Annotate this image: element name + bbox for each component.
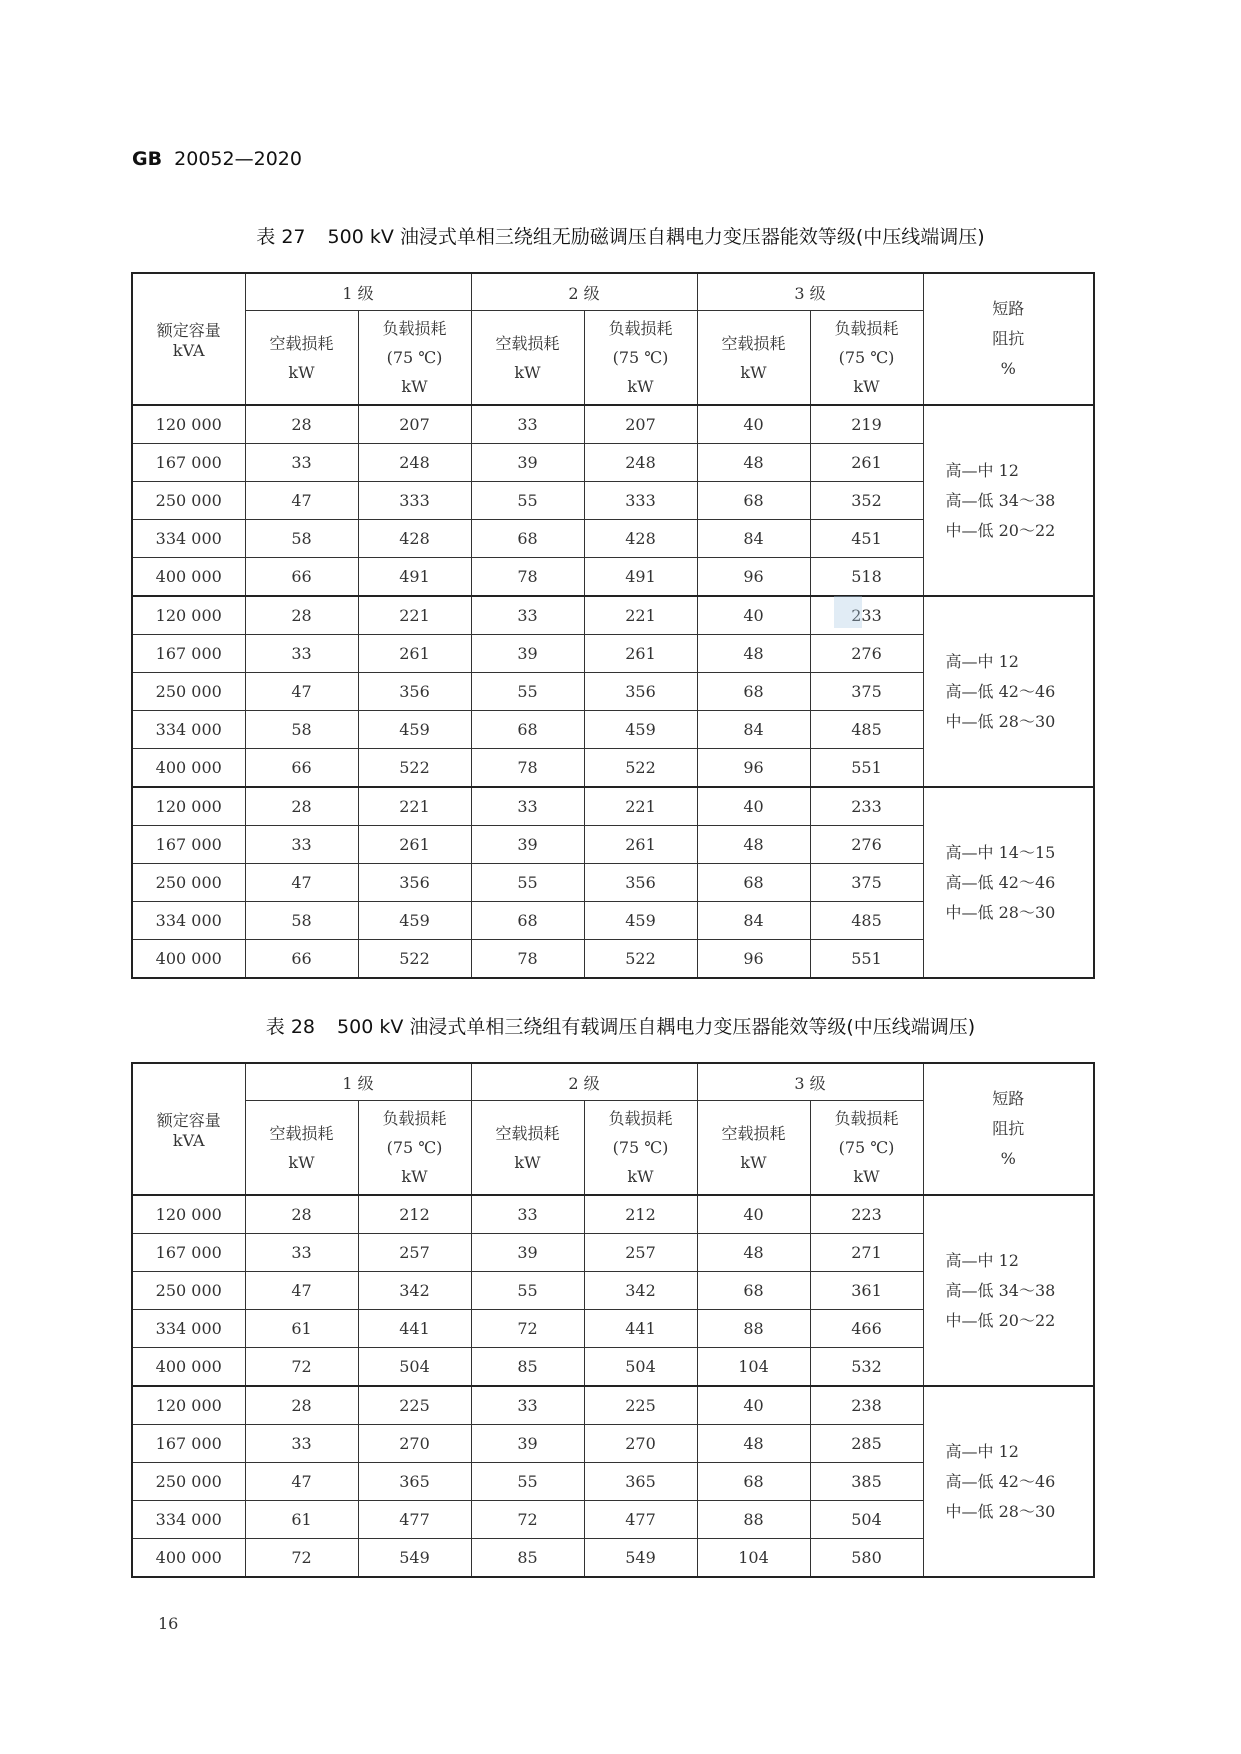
impedance-value: 高—低 34～38 <box>945 1280 1056 1300</box>
loss-value-cell: 257 <box>358 1234 471 1272</box>
loss-value-cell: 40 <box>697 787 810 826</box>
loss-value-cell: 58 <box>245 902 358 940</box>
noload-loss-unit: kW <box>288 1152 315 1172</box>
loss-value-cell: 356 <box>584 864 697 902</box>
noload-loss-unit: kW <box>740 362 767 382</box>
loss-value-cell: 356 <box>358 864 471 902</box>
grade-3-header: 3 级 <box>697 273 923 311</box>
loss-value-cell: 477 <box>358 1501 471 1539</box>
capacity-header <box>132 1063 245 1195</box>
loss-value-cell: 40 <box>697 1386 810 1425</box>
loss-value-cell: 261 <box>810 444 923 482</box>
loss-value-cell: 66 <box>245 940 358 979</box>
loss-value-cell: 459 <box>584 902 697 940</box>
loss-value-cell: 33 <box>245 635 358 673</box>
capacity-cell: 250 000 <box>132 482 245 520</box>
loss-value-cell: 28 <box>245 1386 358 1425</box>
standard-number: 20052—2020 <box>174 148 302 170</box>
impedance-label-2: 阻抗 <box>992 329 1025 348</box>
impedance-value: 高—中 12 <box>945 460 1019 480</box>
loss-value-cell: 459 <box>584 711 697 749</box>
grade-3-header: 3 级 <box>697 1063 923 1101</box>
loss-value-cell: 47 <box>245 482 358 520</box>
loss-value-cell: 85 <box>471 1348 584 1387</box>
capacity-cell: 400 000 <box>132 1348 245 1387</box>
impedance-label-2: 阻抗 <box>992 1119 1025 1138</box>
loss-value-cell: 356 <box>584 673 697 711</box>
load-loss-header <box>810 1101 923 1196</box>
load-loss-label: 负载损耗 <box>608 319 673 338</box>
load-loss-unit: kW <box>401 377 428 396</box>
loss-value-cell: 72 <box>245 1348 358 1387</box>
loss-value-cell: 47 <box>245 864 358 902</box>
loss-value-cell: 78 <box>471 558 584 597</box>
load-loss-header <box>358 311 471 406</box>
loss-value-cell: 504 <box>584 1348 697 1387</box>
impedance-header <box>923 273 1094 405</box>
loss-value-cell: 85 <box>471 1539 584 1578</box>
capacity-cell: 400 000 <box>132 940 245 979</box>
noload-loss-label: 空载损耗 <box>721 1123 786 1143</box>
impedance-value: 中—低 28～30 <box>945 711 1056 731</box>
load-loss-label: 负载损耗 <box>382 319 447 338</box>
load-loss-header <box>358 1101 471 1196</box>
impedance-value: 高—中 12 <box>945 651 1019 671</box>
load-loss-header <box>584 1101 697 1196</box>
loss-value-cell: 33 <box>471 787 584 826</box>
loss-value-cell: 504 <box>810 1501 923 1539</box>
grade-1-header: 1 级 <box>245 273 471 311</box>
grade-2-header: 2 级 <box>471 273 697 311</box>
loss-value-cell: 459 <box>358 902 471 940</box>
loss-value-cell: 28 <box>245 596 358 635</box>
loss-value-cell: 55 <box>471 864 584 902</box>
loss-value-cell: 522 <box>584 940 697 979</box>
capacity-cell: 334 000 <box>132 1501 245 1539</box>
loss-value-cell: 72 <box>471 1310 584 1348</box>
loss-value-cell: 451 <box>810 520 923 558</box>
loss-value-cell: 522 <box>584 749 697 788</box>
loss-value-cell: 39 <box>471 1234 584 1272</box>
load-loss-label: 负载损耗 <box>834 319 899 338</box>
loss-value-cell: 68 <box>471 711 584 749</box>
loss-value-cell: 61 <box>245 1501 358 1539</box>
capacity-unit: kVA <box>172 341 205 360</box>
loss-value-cell: 104 <box>697 1348 810 1387</box>
loss-value-cell: 233 <box>810 596 923 635</box>
capacity-cell: 167 000 <box>132 1234 245 1272</box>
loss-value-cell: 580 <box>810 1539 923 1578</box>
loss-value-cell: 48 <box>697 1425 810 1463</box>
loss-value-cell: 84 <box>697 902 810 940</box>
loss-value-cell: 385 <box>810 1463 923 1501</box>
capacity-header <box>132 273 245 405</box>
loss-value-cell: 48 <box>697 635 810 673</box>
standard-prefix: GB <box>132 148 163 170</box>
loss-value-cell: 261 <box>358 635 471 673</box>
impedance-label-1: 短路 <box>992 1089 1025 1108</box>
loss-value-cell: 104 <box>697 1539 810 1578</box>
load-loss-unit: kW <box>627 377 654 396</box>
loss-value-cell: 459 <box>358 711 471 749</box>
loss-value-cell: 66 <box>245 558 358 597</box>
capacity-label: 额定容量 <box>156 1111 221 1130</box>
capacity-cell: 120 000 <box>132 405 245 444</box>
loss-value-cell: 96 <box>697 749 810 788</box>
loss-value-cell: 485 <box>810 902 923 940</box>
capacity-cell: 120 000 <box>132 1195 245 1234</box>
noload-loss-unit: kW <box>514 362 541 382</box>
loss-value-cell: 84 <box>697 711 810 749</box>
noload-loss-unit: kW <box>288 362 315 382</box>
impedance-cell <box>923 405 1094 596</box>
capacity-cell: 120 000 <box>132 596 245 635</box>
loss-value-cell: 88 <box>697 1501 810 1539</box>
table-27-caption <box>0 222 1241 249</box>
noload-loss-header <box>697 311 810 406</box>
impedance-value: 中—低 28～30 <box>945 1501 1056 1521</box>
loss-value-cell: 28 <box>245 405 358 444</box>
capacity-cell: 250 000 <box>132 1463 245 1501</box>
noload-loss-unit: kW <box>514 1152 541 1172</box>
noload-loss-header <box>697 1101 810 1196</box>
load-loss-temp: (75 ℃) <box>612 1138 669 1157</box>
load-loss-temp: (75 ℃) <box>612 348 669 367</box>
impedance-value: 高—中 12 <box>945 1441 1019 1461</box>
loss-value-cell: 375 <box>810 673 923 711</box>
loss-value-cell: 270 <box>584 1425 697 1463</box>
loss-value-cell: 219 <box>810 405 923 444</box>
capacity-cell: 250 000 <box>132 1272 245 1310</box>
loss-value-cell: 549 <box>584 1539 697 1578</box>
loss-value-cell: 96 <box>697 940 810 979</box>
loss-value-cell: 428 <box>358 520 471 558</box>
capacity-unit: kVA <box>172 1131 205 1150</box>
loss-value-cell: 225 <box>358 1386 471 1425</box>
loss-value-cell: 55 <box>471 482 584 520</box>
loss-value-cell: 68 <box>697 864 810 902</box>
loss-value-cell: 33 <box>471 1195 584 1234</box>
table-row <box>132 405 1094 444</box>
impedance-label-1: 短路 <box>992 299 1025 318</box>
grade-2-header: 2 级 <box>471 1063 697 1101</box>
impedance-value: 高—中 12 <box>945 1250 1019 1270</box>
loss-value-cell: 96 <box>697 558 810 597</box>
loss-value-cell: 491 <box>358 558 471 597</box>
loss-value-cell: 40 <box>697 405 810 444</box>
loss-value-cell: 549 <box>358 1539 471 1578</box>
load-loss-unit: kW <box>853 377 880 396</box>
loss-value-cell: 88 <box>697 1310 810 1348</box>
loss-value-cell: 276 <box>810 635 923 673</box>
loss-value-cell: 342 <box>584 1272 697 1310</box>
load-loss-temp: (75 ℃) <box>386 1138 443 1157</box>
table-28-number: 表 28 <box>265 1016 316 1038</box>
page-number: 16 <box>158 1614 179 1633</box>
loss-value-cell: 233 <box>810 787 923 826</box>
loss-value-cell: 33 <box>245 444 358 482</box>
loss-value-cell: 261 <box>584 826 697 864</box>
loss-value-cell: 485 <box>810 711 923 749</box>
capacity-cell: 250 000 <box>132 864 245 902</box>
capacity-cell: 167 000 <box>132 1425 245 1463</box>
loss-value-cell: 441 <box>584 1310 697 1348</box>
loss-value-cell: 61 <box>245 1310 358 1348</box>
loss-value-cell: 441 <box>358 1310 471 1348</box>
impedance-value: 高—低 42～46 <box>945 872 1056 892</box>
loss-value-cell: 221 <box>584 596 697 635</box>
loss-value-cell: 68 <box>471 902 584 940</box>
loss-value-cell: 33 <box>471 405 584 444</box>
loss-value-cell: 333 <box>584 482 697 520</box>
loss-value-cell: 223 <box>810 1195 923 1234</box>
loss-value-cell: 55 <box>471 1463 584 1501</box>
loss-value-cell: 55 <box>471 673 584 711</box>
loss-value-cell: 491 <box>584 558 697 597</box>
loss-value-cell: 28 <box>245 1195 358 1234</box>
loss-value-cell: 33 <box>245 1234 358 1272</box>
loss-value-cell: 365 <box>358 1463 471 1501</box>
loss-value-cell: 48 <box>697 444 810 482</box>
loss-value-cell: 39 <box>471 1425 584 1463</box>
impedance-value: 中—低 28～30 <box>945 902 1056 922</box>
capacity-label: 额定容量 <box>156 321 221 340</box>
loss-value-cell: 504 <box>358 1348 471 1387</box>
noload-loss-label: 空载损耗 <box>721 333 786 353</box>
loss-value-cell: 221 <box>358 596 471 635</box>
capacity-cell: 167 000 <box>132 635 245 673</box>
capacity-cell: 400 000 <box>132 1539 245 1578</box>
loss-value-cell: 276 <box>810 826 923 864</box>
noload-loss-header <box>245 311 358 406</box>
load-loss-unit: kW <box>853 1167 880 1186</box>
loss-value-cell: 428 <box>584 520 697 558</box>
loss-value-cell: 477 <box>584 1501 697 1539</box>
noload-loss-label: 空载损耗 <box>495 333 560 353</box>
loss-value-cell: 40 <box>697 1195 810 1234</box>
loss-value-cell: 522 <box>358 749 471 788</box>
load-loss-label: 负载损耗 <box>608 1109 673 1128</box>
loss-value-cell: 48 <box>697 1234 810 1272</box>
watermark-stamp <box>834 596 862 628</box>
loss-value-cell: 212 <box>584 1195 697 1234</box>
loss-value-cell: 248 <box>358 444 471 482</box>
loss-value-cell: 285 <box>810 1425 923 1463</box>
loss-value-cell: 78 <box>471 940 584 979</box>
loss-value-cell: 238 <box>810 1386 923 1425</box>
loss-value-cell: 40 <box>697 596 810 635</box>
loss-value-cell: 55 <box>471 1272 584 1310</box>
loss-value-cell: 248 <box>584 444 697 482</box>
loss-value-cell: 551 <box>810 749 923 788</box>
loss-value-cell: 72 <box>245 1539 358 1578</box>
loss-value-cell: 66 <box>245 749 358 788</box>
loss-value-cell: 261 <box>358 826 471 864</box>
loss-value-cell: 68 <box>697 1463 810 1501</box>
capacity-cell: 250 000 <box>132 673 245 711</box>
loss-value-cell: 47 <box>245 1272 358 1310</box>
standard-code <box>132 148 302 170</box>
noload-loss-label: 空载损耗 <box>495 1123 560 1143</box>
loss-value-cell: 78 <box>471 749 584 788</box>
load-loss-temp: (75 ℃) <box>838 348 895 367</box>
capacity-cell: 334 000 <box>132 520 245 558</box>
load-loss-label: 负载损耗 <box>834 1109 899 1128</box>
load-loss-temp: (75 ℃) <box>386 348 443 367</box>
table-27-number: 表 27 <box>256 226 306 248</box>
noload-loss-header <box>245 1101 358 1196</box>
loss-value-cell: 270 <box>358 1425 471 1463</box>
noload-loss-label: 空载损耗 <box>269 1123 334 1143</box>
table-row <box>132 1386 1094 1425</box>
loss-value-cell: 39 <box>471 444 584 482</box>
load-loss-label: 负载损耗 <box>382 1109 447 1128</box>
load-loss-temp: (75 ℃) <box>838 1138 895 1157</box>
capacity-cell: 167 000 <box>132 826 245 864</box>
loss-value-cell: 39 <box>471 826 584 864</box>
loss-value-cell: 342 <box>358 1272 471 1310</box>
loss-value-cell: 33 <box>471 596 584 635</box>
table-row <box>132 596 1094 635</box>
loss-value-cell: 33 <box>245 1425 358 1463</box>
loss-value-cell: 48 <box>697 826 810 864</box>
capacity-cell: 334 000 <box>132 902 245 940</box>
loss-value-cell: 28 <box>245 787 358 826</box>
table-27 <box>131 272 1095 979</box>
loss-value-cell: 271 <box>810 1234 923 1272</box>
loss-value-cell: 212 <box>358 1195 471 1234</box>
load-loss-header <box>584 311 697 406</box>
loss-value-cell: 39 <box>471 635 584 673</box>
impedance-value: 中—低 20～22 <box>945 520 1056 540</box>
loss-value-cell: 365 <box>584 1463 697 1501</box>
loss-value-cell: 257 <box>584 1234 697 1272</box>
loss-value-cell: 225 <box>584 1386 697 1425</box>
loss-value-cell: 333 <box>358 482 471 520</box>
impedance-value: 高—低 42～46 <box>945 681 1056 701</box>
capacity-cell: 400 000 <box>132 749 245 788</box>
loss-value-cell: 33 <box>471 1386 584 1425</box>
loss-value-cell: 375 <box>810 864 923 902</box>
impedance-unit: % <box>1000 1149 1016 1168</box>
loss-value-cell: 68 <box>697 1272 810 1310</box>
loss-value-cell: 68 <box>471 520 584 558</box>
impedance-header <box>923 1063 1094 1195</box>
capacity-cell: 400 000 <box>132 558 245 597</box>
table-28-caption <box>0 1012 1241 1039</box>
noload-loss-label: 空载损耗 <box>269 333 334 353</box>
capacity-cell: 167 000 <box>132 444 245 482</box>
table-27-title: 500 kV 油浸式单相三绕组无励磁调压自耦电力变压器能效等级(中压线端调压) <box>327 226 985 248</box>
impedance-cell <box>923 1195 1094 1386</box>
load-loss-header <box>810 311 923 406</box>
impedance-unit: % <box>1000 359 1016 378</box>
loss-value-cell: 33 <box>245 826 358 864</box>
loss-value-cell: 551 <box>810 940 923 979</box>
noload-loss-unit: kW <box>740 1152 767 1172</box>
impedance-cell <box>923 1386 1094 1577</box>
impedance-value: 中—低 20～22 <box>945 1310 1056 1330</box>
impedance-value: 高—低 42～46 <box>945 1471 1056 1491</box>
table-row <box>132 787 1094 826</box>
loss-value-cell: 58 <box>245 711 358 749</box>
table-row <box>132 1195 1094 1234</box>
grade-1-header: 1 级 <box>245 1063 471 1101</box>
noload-loss-header <box>471 311 584 406</box>
loss-value-cell: 352 <box>810 482 923 520</box>
table-28 <box>131 1062 1095 1578</box>
capacity-cell: 120 000 <box>132 1386 245 1425</box>
capacity-cell: 334 000 <box>132 711 245 749</box>
capacity-cell: 334 000 <box>132 1310 245 1348</box>
loss-value-cell: 207 <box>358 405 471 444</box>
load-loss-unit: kW <box>627 1167 654 1186</box>
loss-value-cell: 84 <box>697 520 810 558</box>
loss-value-cell: 518 <box>810 558 923 597</box>
impedance-cell <box>923 596 1094 787</box>
load-loss-unit: kW <box>401 1167 428 1186</box>
loss-value-cell: 221 <box>358 787 471 826</box>
loss-value-cell: 261 <box>584 635 697 673</box>
impedance-value: 高—中 14～15 <box>945 842 1056 862</box>
loss-value-cell: 207 <box>584 405 697 444</box>
impedance-cell <box>923 787 1094 978</box>
loss-value-cell: 68 <box>697 673 810 711</box>
loss-value-cell: 356 <box>358 673 471 711</box>
loss-value-cell: 47 <box>245 673 358 711</box>
loss-value-cell: 466 <box>810 1310 923 1348</box>
loss-value-cell: 58 <box>245 520 358 558</box>
table-28-title: 500 kV 油浸式单相三绕组有载调压自耦电力变压器能效等级(中压线端调压) <box>337 1016 976 1038</box>
impedance-value: 高—低 34～38 <box>945 490 1056 510</box>
loss-value-cell: 221 <box>584 787 697 826</box>
loss-value-cell: 361 <box>810 1272 923 1310</box>
noload-loss-header <box>471 1101 584 1196</box>
loss-value-cell: 522 <box>358 940 471 979</box>
loss-value-cell: 68 <box>697 482 810 520</box>
loss-value-cell: 72 <box>471 1501 584 1539</box>
loss-value-cell: 532 <box>810 1348 923 1387</box>
loss-value-cell: 47 <box>245 1463 358 1501</box>
capacity-cell: 120 000 <box>132 787 245 826</box>
